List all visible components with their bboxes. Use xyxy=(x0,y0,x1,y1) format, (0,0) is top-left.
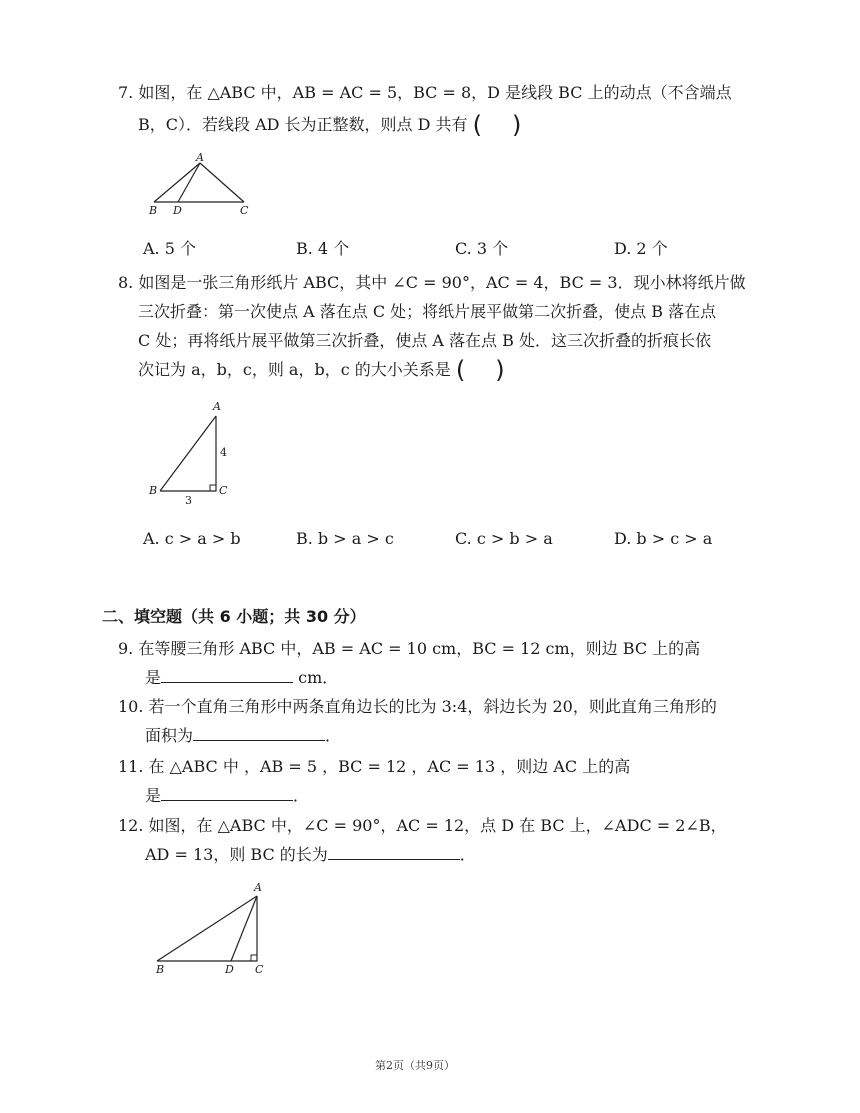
q11-line1: 11. 在 △ABC 中 ，AB = 5 ，BC = 12 ，AC = 13 ，则边 AC 上的高 xyxy=(118,757,631,776)
q12-segment-ad xyxy=(231,896,257,961)
q10-line2-suffix: ． xyxy=(325,726,342,745)
q9-line1: 9. 在等腰三角形 ABC 中，AB = AC = 10 cm，BC = 12 cm，则边 BC 上的高 xyxy=(118,639,701,658)
q7-label-a: A xyxy=(196,151,204,164)
q7-label-b: B xyxy=(149,204,158,217)
q7-line2 xyxy=(138,111,522,139)
q12-label-a: A xyxy=(254,881,262,894)
q8-line3: C 处；再将纸片展平做第三次折叠，使点 A 落在点 B 处．这三次折叠的折痕长依 xyxy=(138,331,711,350)
q8-figure xyxy=(140,396,250,511)
q12-label-d: D xyxy=(225,963,234,976)
q8-line4-text: 次记为 a，b，c，则 a，b，c 的大小关系是 xyxy=(138,360,451,379)
page-footer: 第2页（共9页） xyxy=(375,1059,455,1072)
q12-line2-prefix: AD = 13，则 BC 的长为 xyxy=(145,845,328,864)
answer-blank[interactable] xyxy=(161,668,293,683)
q8-option-c: C. c > b > a xyxy=(455,529,553,548)
q7-side-ac xyxy=(200,163,244,202)
q12-figure xyxy=(145,878,275,978)
q8-line2: 三次折叠：第一次使点 A 落在点 C 处；将纸片展平做第二次折叠，使点 B 落在点 xyxy=(138,302,717,321)
answer-paren-open: ( xyxy=(455,356,466,384)
q8-side-label-4: 4 xyxy=(220,446,227,459)
q12-label-b: B xyxy=(156,963,165,976)
q11-line2-prefix: 是 xyxy=(145,786,162,805)
right-angle-mark xyxy=(210,485,216,491)
q12-label-c: C xyxy=(255,963,264,976)
q8-label-b: B xyxy=(149,484,158,497)
q8-line4 xyxy=(138,356,505,384)
q8-option-a: A. c > a > b xyxy=(143,529,241,548)
q8-option-b: B. b > a > c xyxy=(296,529,394,548)
q7-option-b: B. 4 个 xyxy=(296,239,350,258)
q8-label-c: C xyxy=(219,484,228,497)
section-title: 二、填空题（共 6 小题；共 30 分） xyxy=(102,607,366,626)
q7-line1: 7. 如图，在 △ABC 中，AB = AC = 5，BC = 8，D 是线段 BC 上的动点（不含端点 xyxy=(118,83,732,102)
q12-line2 xyxy=(145,844,476,866)
q8-line1: 8. 如图是一张三角形纸片 ABC，其中 ∠C = 90°，AC = 4，BC = 3．现小林将纸片做 xyxy=(118,273,746,292)
answer-paren-open: ( xyxy=(472,111,483,139)
q10-line2-prefix: 面积为 xyxy=(145,726,194,745)
q9-line2-prefix: 是 xyxy=(145,668,162,687)
q7-side-ab xyxy=(154,163,200,202)
q9-line2-suffix: cm． xyxy=(298,668,339,687)
q12-line1: 12. 如图，在 △ABC 中，∠C = 90°，AC = 12，点 D 在 BC 上，∠ADC = 2∠B， xyxy=(118,816,727,835)
q7-option-c: C. 3 个 xyxy=(455,239,509,258)
q8-side-label-3: 3 xyxy=(185,494,192,507)
q7-segment-ad xyxy=(178,163,200,202)
right-angle-mark xyxy=(251,955,257,961)
q7-label-c: C xyxy=(240,204,249,217)
q7-option-a: A. 5 个 xyxy=(143,239,196,258)
q7-figure xyxy=(140,148,260,218)
q12-line2-suffix: ． xyxy=(459,845,476,864)
q12-side-ab xyxy=(157,896,257,961)
q7-line2-text: B，C）．若线段 AD 长为正整数，则点 D 共有 xyxy=(138,115,468,134)
q9-line2 xyxy=(145,667,338,689)
answer-paren-close: ) xyxy=(495,356,505,384)
q8-label-a: A xyxy=(213,400,221,413)
answer-blank[interactable] xyxy=(328,845,460,860)
q10-line2 xyxy=(145,725,341,747)
q7-label-d: D xyxy=(173,204,182,217)
answer-paren-close: ) xyxy=(512,111,522,139)
answer-blank[interactable] xyxy=(161,786,293,801)
q8-side-ab xyxy=(160,416,216,491)
q11-line2 xyxy=(145,785,309,807)
answer-blank[interactable] xyxy=(193,726,325,741)
q8-option-d: D. b > c > a xyxy=(614,529,713,548)
q10-line1: 10. 若一个直角三角形中两条直角边长的比为 3:4，斜边长为 20，则此直角三角形的 xyxy=(118,697,717,716)
q11-line2-suffix: ． xyxy=(293,786,310,805)
q7-option-d: D. 2 个 xyxy=(614,239,668,258)
